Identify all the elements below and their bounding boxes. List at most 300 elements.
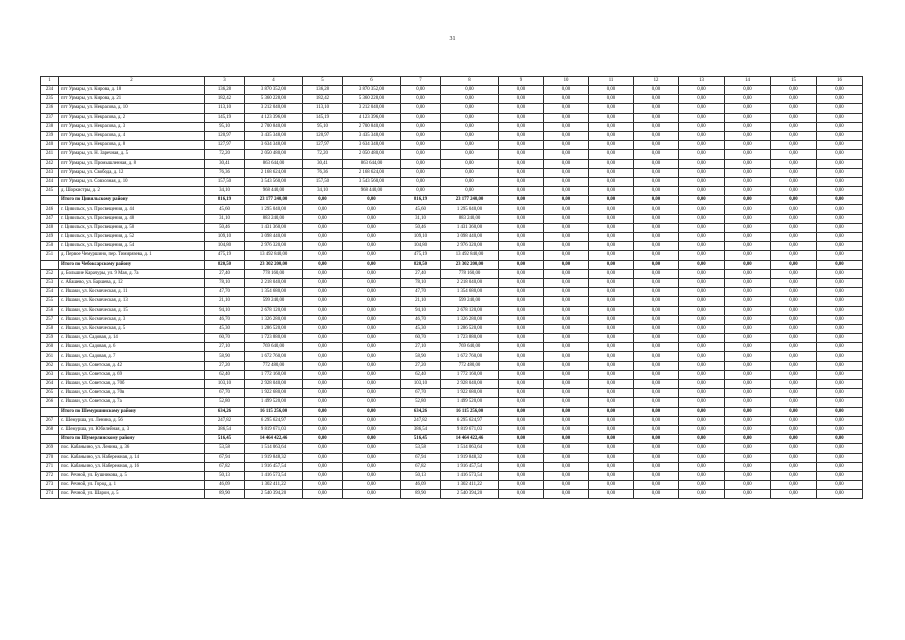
value-cell: 0,00 bbox=[771, 490, 817, 499]
value-cell: 0,00 bbox=[679, 343, 725, 352]
value-cell: 0,00 bbox=[634, 453, 679, 462]
value-cell: 0,00 bbox=[499, 86, 544, 95]
value-cell: 0,00 bbox=[499, 389, 544, 398]
column-number-cell: 16 bbox=[817, 77, 863, 86]
value-cell: 0,00 bbox=[679, 435, 725, 444]
value-cell: 0,00 bbox=[817, 223, 863, 232]
row-number-cell: 237 bbox=[41, 113, 59, 122]
value-cell: 6 295 624,97 bbox=[245, 416, 303, 425]
value-cell: 0,00 bbox=[499, 361, 544, 370]
value-cell: 0,00 bbox=[499, 490, 544, 499]
value-cell: 0,00 bbox=[499, 260, 544, 269]
value-cell: 0,00 bbox=[441, 187, 499, 196]
value-cell: 968 440,00 bbox=[343, 187, 401, 196]
value-cell: 0,00 bbox=[725, 380, 771, 389]
value-cell: 1 286 520,00 bbox=[245, 324, 303, 333]
value-cell: 863 644,00 bbox=[343, 159, 401, 168]
value-cell: 0,00 bbox=[725, 471, 771, 480]
value-cell: 1 723 880,00 bbox=[441, 334, 499, 343]
value-cell: 0,00 bbox=[634, 297, 679, 306]
value-cell: 120,97 bbox=[303, 131, 343, 140]
row-number-cell: 238 bbox=[41, 122, 59, 131]
value-cell: 0,00 bbox=[589, 141, 634, 150]
value-cell: 0,00 bbox=[771, 141, 817, 150]
value-cell: 0,00 bbox=[725, 425, 771, 434]
value-cell: 0,00 bbox=[771, 324, 817, 333]
value-cell: 0,00 bbox=[589, 131, 634, 140]
address-cell: пгт Урмары, ул. Некрасова, д. 2 bbox=[59, 113, 205, 122]
value-cell: 0,00 bbox=[544, 177, 589, 186]
value-cell: 0,00 bbox=[544, 380, 589, 389]
row-number-cell: 243 bbox=[41, 168, 59, 177]
address-cell: пгт Урмары, ул. Совхозная, д. 10 bbox=[59, 177, 205, 186]
value-cell: 0,00 bbox=[679, 86, 725, 95]
address-cell: Итого по Шемуршинскому району bbox=[59, 407, 205, 416]
value-cell: 72,20 bbox=[303, 150, 343, 159]
value-cell: 386,54 bbox=[205, 425, 245, 434]
value-cell: 0,00 bbox=[303, 453, 343, 462]
value-cell: 0,00 bbox=[589, 315, 634, 324]
row-number-cell: 274 bbox=[41, 490, 59, 499]
value-cell: 0,00 bbox=[679, 462, 725, 471]
value-cell: 9 819 671,03 bbox=[245, 425, 303, 434]
value-cell: 0,00 bbox=[817, 205, 863, 214]
table-row bbox=[41, 444, 863, 453]
value-cell: 0,00 bbox=[771, 131, 817, 140]
row-number-cell: 240 bbox=[41, 141, 59, 150]
value-cell: 0,00 bbox=[589, 104, 634, 113]
value-cell: 0,00 bbox=[817, 242, 863, 251]
value-cell: 0,00 bbox=[544, 315, 589, 324]
value-cell: 50,46 bbox=[205, 223, 245, 232]
value-cell: 1 514 063,64 bbox=[245, 444, 303, 453]
column-number-cell: 4 bbox=[245, 77, 303, 86]
value-cell: 0,00 bbox=[817, 416, 863, 425]
value-cell: 634,26 bbox=[205, 407, 245, 416]
row-number-cell bbox=[41, 407, 59, 416]
value-cell: 0,00 bbox=[589, 260, 634, 269]
row-number-cell bbox=[41, 260, 59, 269]
value-cell: 1 499 520,00 bbox=[441, 398, 499, 407]
value-cell: 0,00 bbox=[441, 95, 499, 104]
value-cell: 2 678 120,00 bbox=[441, 306, 499, 315]
value-cell: 0,00 bbox=[725, 444, 771, 453]
value-cell: 0,00 bbox=[499, 398, 544, 407]
value-cell: 0,00 bbox=[499, 288, 544, 297]
value-cell: 0,00 bbox=[725, 251, 771, 260]
value-cell: 0,00 bbox=[499, 453, 544, 462]
address-cell: с. Ишаки, ул. Космическая, д. 15 bbox=[59, 306, 205, 315]
value-cell: 0,00 bbox=[725, 95, 771, 104]
value-cell: 0,00 bbox=[679, 150, 725, 159]
value-cell: 1 416 573,54 bbox=[245, 471, 303, 480]
row-number-cell: 241 bbox=[41, 150, 59, 159]
value-cell: 46,70 bbox=[205, 315, 245, 324]
value-cell: 772 480,00 bbox=[245, 361, 303, 370]
value-cell: 0,00 bbox=[589, 453, 634, 462]
value-cell: 1 922 680,00 bbox=[245, 389, 303, 398]
row-number-cell: 248 bbox=[41, 223, 59, 232]
value-cell: 1 672 760,00 bbox=[245, 352, 303, 361]
value-cell: 0,00 bbox=[771, 453, 817, 462]
value-cell: 1 431 360,00 bbox=[245, 223, 303, 232]
value-cell: 9 819 671,03 bbox=[441, 425, 499, 434]
value-cell: 0,00 bbox=[817, 334, 863, 343]
value-cell: 0,00 bbox=[544, 398, 589, 407]
value-cell: 0,00 bbox=[401, 95, 441, 104]
value-cell: 0,00 bbox=[679, 481, 725, 490]
value-cell: 0,00 bbox=[441, 177, 499, 186]
value-cell: 0,00 bbox=[544, 444, 589, 453]
value-cell: 1 326 280,00 bbox=[441, 315, 499, 324]
column-number-cell: 10 bbox=[544, 77, 589, 86]
value-cell: 1 499 520,00 bbox=[245, 398, 303, 407]
value-cell: 2 168 624,00 bbox=[343, 168, 401, 177]
value-cell: 0,00 bbox=[499, 177, 544, 186]
value-cell: 0,00 bbox=[817, 481, 863, 490]
value-cell: 0,00 bbox=[725, 233, 771, 242]
value-cell: 0,00 bbox=[771, 435, 817, 444]
value-cell: 0,00 bbox=[817, 233, 863, 242]
value-cell: 0,00 bbox=[303, 425, 343, 434]
table-row bbox=[41, 251, 863, 260]
value-cell: 1 919 848,32 bbox=[441, 453, 499, 462]
value-cell: 4 123 396,00 bbox=[245, 113, 303, 122]
value-cell: 94,10 bbox=[401, 306, 441, 315]
value-cell: 0,00 bbox=[771, 177, 817, 186]
value-cell: 0,00 bbox=[725, 334, 771, 343]
value-cell: 0,00 bbox=[401, 141, 441, 150]
address-cell: г. Цивильск, ул. Просвещения, д. 50 bbox=[59, 223, 205, 232]
value-cell: 0,00 bbox=[634, 150, 679, 159]
value-cell: 816,19 bbox=[205, 196, 245, 205]
value-cell: 0,00 bbox=[725, 324, 771, 333]
value-cell: 0,00 bbox=[634, 223, 679, 232]
table-row bbox=[41, 462, 863, 471]
value-cell: 0,00 bbox=[544, 297, 589, 306]
value-cell: 0,00 bbox=[589, 297, 634, 306]
address-cell: с. Ишаки, ул. Космическая, д. 3 bbox=[59, 315, 205, 324]
value-cell: 0,00 bbox=[679, 425, 725, 434]
value-cell: 0,00 bbox=[725, 407, 771, 416]
value-cell: 0,00 bbox=[499, 370, 544, 379]
table-row bbox=[41, 361, 863, 370]
value-cell: 0,00 bbox=[817, 131, 863, 140]
address-cell: г. Цивильск, ул. Просвещения, д. 48 bbox=[59, 214, 205, 223]
address-cell: с. Ишаки, ул. Космическая, д. 13 bbox=[59, 297, 205, 306]
value-cell: 0,00 bbox=[401, 113, 441, 122]
row-number-cell: 264 bbox=[41, 380, 59, 389]
value-cell: 2 976 320,00 bbox=[441, 242, 499, 251]
value-cell: 113,10 bbox=[303, 104, 343, 113]
value-cell: 0,00 bbox=[589, 370, 634, 379]
value-cell: 0,00 bbox=[499, 416, 544, 425]
value-cell: 0,00 bbox=[544, 141, 589, 150]
subtotal-row bbox=[41, 260, 863, 269]
value-cell: 475,19 bbox=[401, 251, 441, 260]
value-cell: 0,00 bbox=[303, 490, 343, 499]
value-cell: 0,00 bbox=[544, 370, 589, 379]
value-cell: 0,00 bbox=[441, 113, 499, 122]
value-cell: 0,00 bbox=[634, 343, 679, 352]
value-cell: 0,00 bbox=[343, 260, 401, 269]
value-cell: 1 354 680,00 bbox=[441, 288, 499, 297]
value-cell: 0,00 bbox=[544, 361, 589, 370]
value-cell: 1 514 063,64 bbox=[441, 444, 499, 453]
table-row bbox=[41, 416, 863, 425]
value-cell: 778 160,00 bbox=[441, 269, 499, 278]
value-cell: 21,10 bbox=[205, 297, 245, 306]
value-cell: 0,00 bbox=[634, 435, 679, 444]
value-cell: 0,00 bbox=[343, 269, 401, 278]
value-cell: 0,00 bbox=[771, 398, 817, 407]
value-cell: 50,13 bbox=[205, 471, 245, 480]
value-cell: 0,00 bbox=[771, 343, 817, 352]
value-cell: 0,00 bbox=[343, 223, 401, 232]
value-cell: 0,00 bbox=[343, 490, 401, 499]
value-cell: 0,00 bbox=[441, 104, 499, 113]
row-number-cell: 268 bbox=[41, 425, 59, 434]
table-row bbox=[41, 481, 863, 490]
value-cell: 0,00 bbox=[544, 269, 589, 278]
value-cell: 0,00 bbox=[303, 343, 343, 352]
value-cell: 0,00 bbox=[303, 214, 343, 223]
value-cell: 0,00 bbox=[589, 407, 634, 416]
value-cell: 0,00 bbox=[589, 168, 634, 177]
value-cell: 0,00 bbox=[817, 177, 863, 186]
value-cell: 0,00 bbox=[303, 471, 343, 480]
value-cell: 0,00 bbox=[679, 416, 725, 425]
value-cell: 0,00 bbox=[771, 159, 817, 168]
value-cell: 0,00 bbox=[343, 343, 401, 352]
value-cell: 0,00 bbox=[499, 352, 544, 361]
value-cell: 0,00 bbox=[441, 131, 499, 140]
table-row bbox=[41, 278, 863, 287]
value-cell: 0,00 bbox=[544, 389, 589, 398]
value-cell: 50,13 bbox=[401, 471, 441, 480]
value-cell: 0,00 bbox=[589, 324, 634, 333]
value-cell: 0,00 bbox=[589, 425, 634, 434]
value-cell: 0,00 bbox=[589, 435, 634, 444]
value-cell: 0,00 bbox=[634, 380, 679, 389]
value-cell: 0,00 bbox=[544, 334, 589, 343]
value-cell: 31,10 bbox=[205, 214, 245, 223]
column-number-cell: 6 bbox=[343, 77, 401, 86]
value-cell: 0,00 bbox=[589, 122, 634, 131]
value-cell: 0,00 bbox=[679, 453, 725, 462]
value-cell: 0,00 bbox=[544, 462, 589, 471]
value-cell: 0,00 bbox=[771, 242, 817, 251]
value-cell: 0,00 bbox=[303, 269, 343, 278]
table-row bbox=[41, 187, 863, 196]
value-cell: 3 870 352,00 bbox=[343, 86, 401, 95]
address-cell: г. Цивильск, ул. Просвещения, д. 54 bbox=[59, 242, 205, 251]
value-cell: 0,00 bbox=[771, 288, 817, 297]
value-cell: 0,00 bbox=[589, 462, 634, 471]
table-row bbox=[41, 389, 863, 398]
value-cell: 5 360 228,00 bbox=[343, 95, 401, 104]
table-row bbox=[41, 177, 863, 186]
value-cell: 3 212 040,00 bbox=[245, 104, 303, 113]
value-cell: 0,00 bbox=[589, 398, 634, 407]
value-cell: 0,00 bbox=[343, 398, 401, 407]
value-cell: 23 177 240,00 bbox=[441, 196, 499, 205]
value-cell: 0,00 bbox=[679, 334, 725, 343]
table-row bbox=[41, 131, 863, 140]
value-cell: 883 240,00 bbox=[441, 214, 499, 223]
value-cell: 0,00 bbox=[343, 214, 401, 223]
subtotal-row bbox=[41, 196, 863, 205]
value-cell: 0,00 bbox=[634, 416, 679, 425]
value-cell: 1 723 880,00 bbox=[245, 334, 303, 343]
value-cell: 0,00 bbox=[499, 462, 544, 471]
value-cell: 0,00 bbox=[679, 168, 725, 177]
value-cell: 0,00 bbox=[589, 214, 634, 223]
value-cell: 820,50 bbox=[401, 260, 441, 269]
value-cell: 1 431 360,00 bbox=[441, 223, 499, 232]
value-cell: 0,00 bbox=[679, 196, 725, 205]
value-cell: 0,00 bbox=[343, 251, 401, 260]
value-cell: 0,00 bbox=[343, 324, 401, 333]
value-cell: 0,00 bbox=[771, 196, 817, 205]
value-cell: 0,00 bbox=[544, 407, 589, 416]
table-row bbox=[41, 150, 863, 159]
value-cell: 0,00 bbox=[771, 251, 817, 260]
address-cell: Итого по Шумерлинскому району bbox=[59, 435, 205, 444]
value-cell: 0,00 bbox=[441, 168, 499, 177]
value-cell: 127,97 bbox=[303, 141, 343, 150]
value-cell: 0,00 bbox=[499, 334, 544, 343]
address-cell: пгт Урмары, ул. Кирова, д. 21 bbox=[59, 95, 205, 104]
value-cell: 0,00 bbox=[725, 223, 771, 232]
address-cell: пос. Речной, ул. Шарон, д. 5 bbox=[59, 490, 205, 499]
value-cell: 0,00 bbox=[303, 435, 343, 444]
value-cell: 0,00 bbox=[499, 113, 544, 122]
value-cell: 247,82 bbox=[401, 416, 441, 425]
value-cell: 0,00 bbox=[499, 95, 544, 104]
address-cell: пгт Урмары, ул. Промышленная, д. 8 bbox=[59, 159, 205, 168]
value-cell: 0,00 bbox=[817, 269, 863, 278]
value-cell: 0,00 bbox=[817, 214, 863, 223]
value-cell: 0,00 bbox=[589, 177, 634, 186]
value-cell: 0,00 bbox=[771, 122, 817, 131]
value-cell: 1 302 411,22 bbox=[245, 481, 303, 490]
value-cell: 13 492 840,00 bbox=[245, 251, 303, 260]
value-cell: 0,00 bbox=[343, 233, 401, 242]
address-cell: с. Ишаки, ул. Советская, д. 42 bbox=[59, 361, 205, 370]
row-number-cell: 242 bbox=[41, 159, 59, 168]
value-cell: 0,00 bbox=[771, 361, 817, 370]
value-cell: 67,94 bbox=[401, 453, 441, 462]
row-number-cell: 244 bbox=[41, 177, 59, 186]
value-cell: 21,10 bbox=[401, 297, 441, 306]
value-cell: 45,60 bbox=[205, 205, 245, 214]
value-cell: 0,00 bbox=[634, 104, 679, 113]
value-cell: 0,00 bbox=[303, 389, 343, 398]
row-number-cell: 239 bbox=[41, 131, 59, 140]
column-number-cell: 11 bbox=[589, 77, 634, 86]
value-cell: 0,00 bbox=[343, 242, 401, 251]
value-cell: 0,00 bbox=[544, 260, 589, 269]
value-cell: 0,00 bbox=[401, 187, 441, 196]
value-cell: 0,00 bbox=[589, 288, 634, 297]
value-cell: 0,00 bbox=[725, 131, 771, 140]
value-cell: 0,00 bbox=[771, 205, 817, 214]
value-cell: 0,00 bbox=[544, 196, 589, 205]
value-cell: 0,00 bbox=[817, 380, 863, 389]
value-cell: 0,00 bbox=[725, 150, 771, 159]
table-row bbox=[41, 95, 863, 104]
value-cell: 0,00 bbox=[544, 490, 589, 499]
value-cell: 0,00 bbox=[725, 168, 771, 177]
value-cell: 0,00 bbox=[544, 113, 589, 122]
value-cell: 0,00 bbox=[634, 288, 679, 297]
value-cell: 145,19 bbox=[205, 113, 245, 122]
value-cell: 0,00 bbox=[544, 324, 589, 333]
value-cell: 0,00 bbox=[679, 260, 725, 269]
value-cell: 0,00 bbox=[303, 444, 343, 453]
value-cell: 89,90 bbox=[401, 490, 441, 499]
value-cell: 0,00 bbox=[817, 288, 863, 297]
value-cell: 34,10 bbox=[303, 187, 343, 196]
value-cell: 0,00 bbox=[725, 141, 771, 150]
value-cell: 0,00 bbox=[771, 104, 817, 113]
value-cell: 0,00 bbox=[771, 425, 817, 434]
value-cell: 0,00 bbox=[499, 297, 544, 306]
value-cell: 0,00 bbox=[771, 370, 817, 379]
address-cell: пос. Речной, ул. Бушникова, д. 5 bbox=[59, 471, 205, 480]
row-number-cell: 250 bbox=[41, 242, 59, 251]
value-cell: 14 464 422,46 bbox=[245, 435, 303, 444]
table-row bbox=[41, 398, 863, 407]
value-cell: 3 543 560,00 bbox=[343, 177, 401, 186]
value-cell: 0,00 bbox=[544, 104, 589, 113]
address-cell: д. Первое Чемуршино, пер. Тимирязева, д. 1 bbox=[59, 251, 205, 260]
table-row bbox=[41, 104, 863, 113]
value-cell: 0,00 bbox=[679, 389, 725, 398]
address-cell: пгт Урмары, ул. Н. Заречная, д. 5 bbox=[59, 150, 205, 159]
value-cell: 0,00 bbox=[679, 122, 725, 131]
value-cell: 0,00 bbox=[544, 122, 589, 131]
row-number-cell: 270 bbox=[41, 453, 59, 462]
value-cell: 0,00 bbox=[589, 389, 634, 398]
value-cell: 0,00 bbox=[679, 251, 725, 260]
address-cell: д. Шоркистры, д. 2 bbox=[59, 187, 205, 196]
table-row bbox=[41, 223, 863, 232]
value-cell: 0,00 bbox=[634, 361, 679, 370]
value-cell: 0,00 bbox=[634, 131, 679, 140]
address-cell: пгт Урмары, ул. Кирова, д. 18 bbox=[59, 86, 205, 95]
value-cell: 31,10 bbox=[401, 214, 441, 223]
value-cell: 0,00 bbox=[817, 86, 863, 95]
value-cell: 0,00 bbox=[679, 104, 725, 113]
value-cell: 0,00 bbox=[544, 278, 589, 287]
value-cell: 0,00 bbox=[725, 278, 771, 287]
value-cell: 0,00 bbox=[725, 214, 771, 223]
value-cell: 0,00 bbox=[303, 462, 343, 471]
value-cell: 95,10 bbox=[303, 122, 343, 131]
value-cell: 0,00 bbox=[679, 113, 725, 122]
value-cell: 0,00 bbox=[589, 187, 634, 196]
address-cell: пгт Урмары, ул. Некрасова, д. 10 bbox=[59, 104, 205, 113]
value-cell: 0,00 bbox=[725, 490, 771, 499]
table-row bbox=[41, 425, 863, 434]
value-cell: 0,00 bbox=[725, 462, 771, 471]
value-cell: 0,00 bbox=[634, 86, 679, 95]
value-cell: 0,00 bbox=[817, 352, 863, 361]
value-cell: 16 115 256,00 bbox=[441, 407, 499, 416]
value-cell: 2 928 040,00 bbox=[441, 380, 499, 389]
